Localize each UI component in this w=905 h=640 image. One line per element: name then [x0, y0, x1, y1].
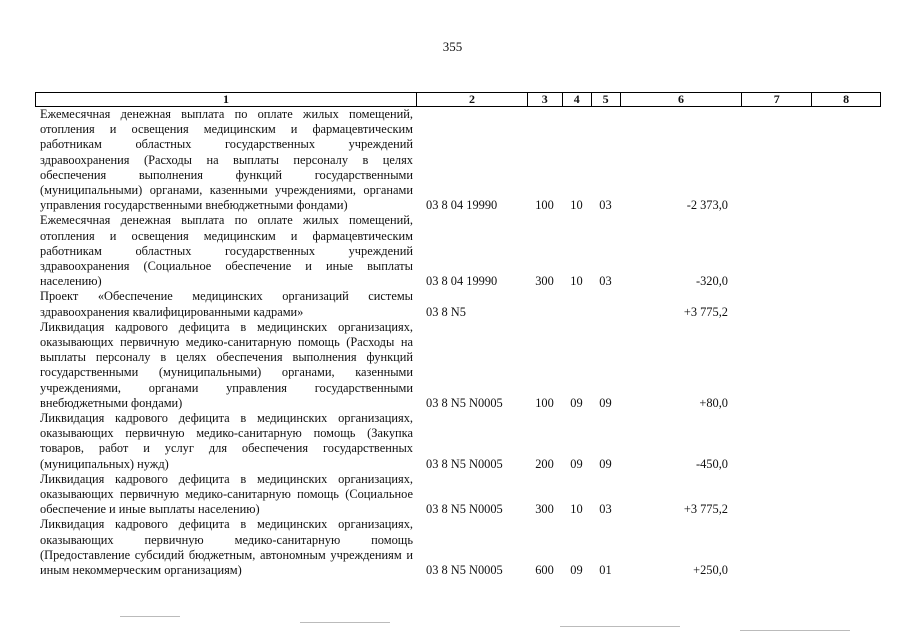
row-description: Ликвидация кадрового дефицита в медицинских организациях, оказывающих первичную медико-санитарную помощь (Закупка товаров, работ и услуг для обеспечения государственных (муниципальных) нужд) — [40, 411, 413, 471]
row-code: 03 8 N5 N0005 — [426, 395, 503, 410]
table-body — [35, 107, 881, 578]
scan-noise — [740, 630, 850, 631]
scan-noise — [120, 616, 180, 617]
table-row — [35, 107, 881, 213]
row-code: 03 8 N5 N0005 — [426, 502, 503, 517]
row-subsection: 03 — [599, 198, 612, 213]
page-number: 355 — [442, 39, 463, 54]
row-amount: +250,0 — [693, 563, 728, 578]
column-header: 7 — [741, 93, 811, 106]
table-row — [35, 517, 881, 578]
row-expense-type: 300 — [535, 502, 554, 517]
row-description: Проект «Обеспечение медицинских организаций системы здравоохранения квалифицированными кадрами» — [40, 289, 413, 319]
row-description: Ежемесячная денежная выплата по оплате жилых помещений, отопления и освещения медицинским и фармацевтическим работникам областных государственных учреждений здравоохранения (Расходы на выплаты персоналу в целях обеспечения выполнения функций государственными (муниципальными) органами, казенными учреждениями, органами управления государственными внебюджетными фондами) — [40, 107, 413, 213]
budget-table — [35, 92, 881, 578]
row-section: 10 — [570, 198, 583, 213]
table-row — [35, 289, 881, 319]
row-section: 10 — [570, 502, 583, 517]
row-amount: +3 775,2 — [683, 304, 728, 319]
row-expense-type: 100 — [535, 198, 554, 213]
row-expense-type: 300 — [535, 274, 554, 289]
column-header: 2 — [416, 93, 527, 106]
scan-noise — [560, 626, 680, 627]
row-section: 10 — [570, 274, 583, 289]
column-header: 4 — [562, 93, 591, 106]
row-description: Ежемесячная денежная выплата по оплате жилых помещений, отопления и освещения медицинским и фармацевтическим работникам областных государственных учреждений здравоохранения (Социальное обеспечение и иные выплаты населению) — [40, 213, 413, 289]
row-subsection: 09 — [599, 395, 612, 410]
column-header: 8 — [811, 93, 880, 106]
table-row — [35, 213, 881, 289]
row-expense-type: 200 — [535, 456, 554, 471]
column-header: 1 — [223, 92, 230, 106]
row-description: Ликвидация кадрового дефицита в медицинских организациях, оказывающих первичную медико-санитарную помощь (Расходы на выплаты персоналу в целях обеспечения выполнения функций государственными (муниципальными) органами, казенными учреждениями, органами управления государственными внебюджетными фондами) — [40, 319, 413, 410]
table-row — [35, 472, 881, 518]
row-code: 03 8 N5 — [426, 304, 466, 319]
column-header: 3 — [527, 93, 562, 106]
row-code: 03 8 N5 N0005 — [426, 563, 503, 578]
row-expense-type: 600 — [535, 563, 554, 578]
row-code: 03 8 04 19990 — [426, 198, 498, 213]
row-description: Ликвидация кадрового дефицита в медицинских организациях, оказывающих первичную медико-санитарную помощь (Социальное обеспечение и иные выплаты населению) — [40, 471, 413, 517]
table-row — [35, 411, 881, 472]
row-code: 03 8 N5 N0005 — [426, 456, 503, 471]
table-row — [35, 320, 881, 411]
column-header: 5 — [591, 93, 620, 106]
row-amount: -2 373,0 — [686, 198, 728, 213]
row-amount: +3 775,2 — [683, 502, 728, 517]
row-amount: -320,0 — [695, 274, 728, 289]
row-amount: +80,0 — [699, 395, 728, 410]
row-subsection: 01 — [599, 563, 612, 578]
row-section: 09 — [570, 456, 583, 471]
row-section: 09 — [570, 395, 583, 410]
row-section: 09 — [570, 563, 583, 578]
scan-noise — [300, 622, 390, 623]
row-amount: -450,0 — [695, 456, 728, 471]
row-subsection: 03 — [599, 502, 612, 517]
row-code: 03 8 04 19990 — [426, 274, 498, 289]
column-header: 6 — [620, 93, 742, 106]
table-header — [35, 92, 881, 107]
row-expense-type: 100 — [535, 395, 554, 410]
row-subsection: 03 — [599, 274, 612, 289]
row-subsection: 09 — [599, 456, 612, 471]
row-description: Ликвидация кадрового дефицита в медицинских организациях, оказывающих первичную медико-санитарную помощь (Предоставление субсидий бюджетным, автономным учреждениям и иным некоммерческим организациям) — [40, 517, 413, 578]
